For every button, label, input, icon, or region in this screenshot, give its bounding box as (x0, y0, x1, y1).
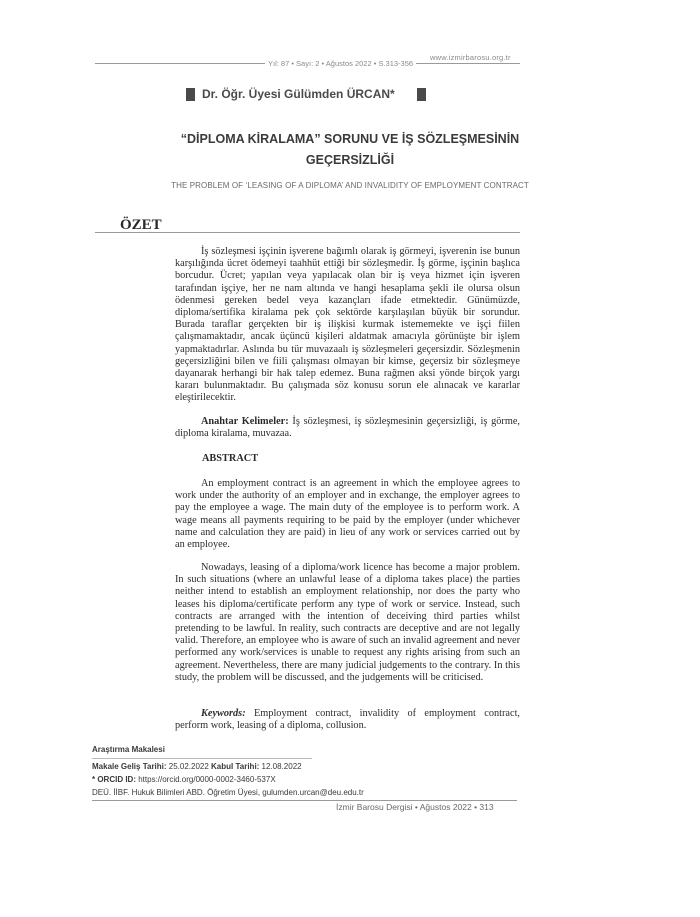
orcid-label: * ORCID ID: (92, 775, 136, 784)
journal-footer: İzmir Barosu Dergisi • Ağustos 2022 • 313 (336, 802, 494, 812)
accepted-date: 12.08.2022 (259, 762, 302, 771)
submitted-date: 25.02.2022 (166, 762, 212, 771)
ozet-heading: ÖZET (120, 217, 162, 233)
ozet-keywords-text: İş sözleşmesi, iş sözleşmesinin geçersizliği, iş görme, diploma kiralama, muvazaa. (175, 416, 520, 440)
article-type: Araştırma Makalesi (92, 745, 165, 754)
article-title-line-2: GEÇERSİZLİĞİ (305, 153, 395, 167)
orcid-link[interactable]: https://orcid.org/0000-0002-3460-537X (136, 775, 276, 784)
footer-short-rule (92, 758, 312, 759)
ozet-paragraph: İş sözleşmesi işçinin işverene bağımlı olarak iş görmeyi, işverenin ise bunun karşılığında ücret ödemeyi taahhüt ettiği bir sözleşmedir. İş görme, işçinin başlıca borcudur. Ücret; yapılan veya yapılacak olan bir iş veya hizmet için işveren tarafından işçiye, her ne nam altında ve hangi hesaplama şekli ile olursa olsun ödenmesi gereken bedel veya kazançları ifade etmektedir. Günümüzde, diploma/sertifika kiralama pek çok sektörde karşılaşılan büyük bir sorundur. Burada taraflar gerçekten bir iş ilişkisi kurmak istememekte ve işçi fiilen çalışmamaktadır, ancak üçüncü kişileri aldatmak amacıyla görünüşte bir işlem yapmaktadırlar. Aslında bu tür muvazaalı iş sözleşmeleri geçersizdir. Sözleşmenin geçersizliğini bilen ve fiili çalışması olmayan bir kimse, geçersiz bir sözleşmeye dayanarak herhangi bir hak talep edemez. Buna rağmen aksi yönde birçok yargı kararı bulunmaktadır. Bu çalışmada söz konusu sorun ele alınacak ve kararlar eleştirilecektir. (175, 246, 520, 404)
article-dates (92, 762, 302, 771)
ozet-keywords-label: Anahtar Kelimeler: (201, 416, 289, 427)
left-square-icon (186, 88, 195, 101)
article-title-english: THE PROBLEM OF ‘LEASING OF A DIPLOMA’ AND INVALIDITY OF EMPLOYMENT CONTRACT (171, 181, 529, 190)
orcid-line (92, 775, 276, 784)
author-name: Dr. Öğr. Üyesi Gülümden ÜRCAN* (202, 87, 395, 101)
footer-rule (92, 800, 517, 801)
abstract-keywords-text: Employment contract, invalidity of employment contract, perform work, leasing of a diploma, collusion. (175, 708, 520, 732)
issue-meta: Yıl: 87 • Sayı: 2 • Ağustos 2022 • S.313-356 (265, 59, 416, 68)
abstract-keywords (175, 708, 520, 732)
author-line (186, 87, 426, 103)
author-affiliation: DEÜ. İİBF. Hukuk Bilimleri ABD. Öğretim Üyesi, gulumden.urcan@deu.edu.tr (92, 788, 364, 797)
article-title-line-1: “DİPLOMA KİRALAMA” SORUNU VE İŞ SÖZLEŞMESİNİN (180, 132, 520, 146)
abstract-keywords-label: Keywords: (201, 708, 246, 719)
submitted-label: Makale Geliş Tarihi: (92, 762, 167, 771)
abstract-paragraph-1: An employment contract is an agreement in which the employee agrees to work under the authority of an employer and in exchange, the employer agrees to pay the employee a wage. The main duty of the employee is to perform work. A wage means all payments requiring to be paid by the employer (under whichever name and calculation they are paid) in lieu of any work or services carried out by an employee. (175, 478, 520, 551)
ozet-rule (95, 232, 520, 233)
journal-url: www.izmirbarosu.org.tr (430, 53, 511, 62)
abstract-heading: ABSTRACT (202, 453, 259, 464)
abstract-paragraph-2: Nowadays, leasing of a diploma/work licence has become a major problem. In such situations (where an unlawful lease of a diploma takes place) the parties neither intend to establish an employment relationship, nor does the party who leases his diploma/certificate perform any type of work or service. Instead, such contracts are arranged with the intention of deceiving third parties whilst pretending to be lawful. In reality, such contracts are deceptive and are not legally valid. Therefore, an employee who is aware of such an invalid agreement and never performed any work/services is unable to request any rights arising from such an agreement. Nevertheless, there are many judicial judgements to the contrary. In this study, the problem will be discussed, and the judgements will be criticised. (175, 562, 520, 683)
right-square-icon (417, 88, 426, 101)
ozet-keywords (175, 416, 520, 440)
accepted-label: Kabul Tarihi: (211, 762, 260, 771)
